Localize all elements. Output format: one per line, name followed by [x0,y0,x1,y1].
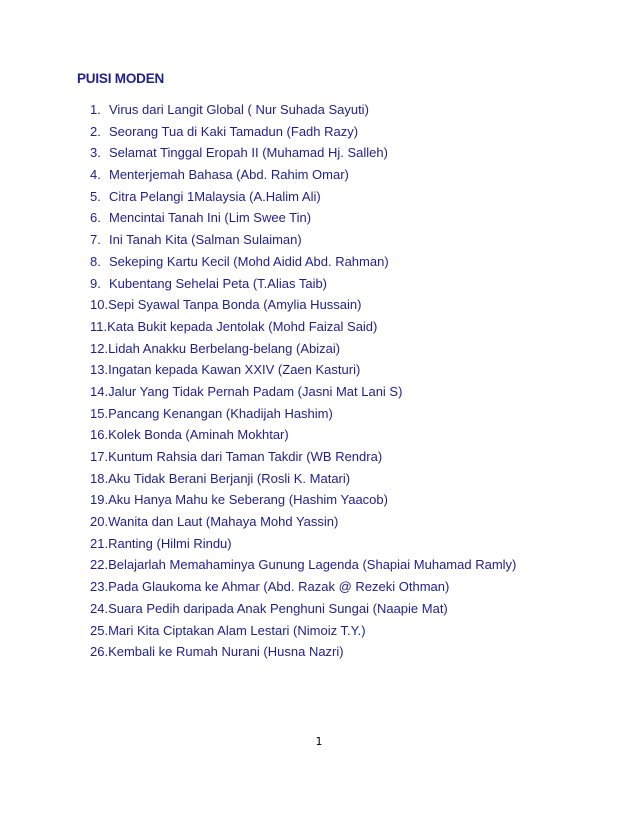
list-item-text: Selamat Tinggal Eropah II (Muhamad Hj. Salleh) [109,145,388,161]
list-item-number: 16. [90,427,109,443]
list-item [90,186,516,208]
list-item-text: Citra Pelangi 1Malaysia (A.Halim Ali) [109,188,321,204]
list-item-number: 6. [90,210,101,226]
list-item-number: 15. [90,405,109,421]
list-item [90,121,516,143]
list-item [90,554,516,576]
list-item-text: Belajarlah Memahaminya Gunung Lagenda (Shapiai Muhamad Ramly) [108,557,517,573]
list-item-text: Sekeping Kartu Kecil (Mohd Aidid Abd. Rahman) [109,253,389,269]
list-item-number: 17. [90,449,109,464]
list-item [90,99,516,121]
list-item-text: Jalur Yang Tidak Pernah Padam (Jasni Mat Lani S) [108,383,403,399]
list-item-text: Wanita dan Laut (Mahaya Mohd Yassin) [108,514,339,530]
list-item-number: 12. [90,340,109,356]
list-item-text: Ini Tanah Kita (Salman Sulaiman) [109,232,302,248]
list-item-number: 9. [90,275,101,291]
list-item [90,273,516,295]
list-item [90,598,516,620]
list-item [90,316,516,338]
list-item-number: 1. [90,102,101,117]
list-item [90,446,516,468]
list-item-number: 20. [90,514,109,530]
list-item [90,338,516,360]
list-item-text: Kolek Bonda (Aminah Mokhtar) [108,427,289,443]
list-item [90,251,516,273]
list-item-text: Kembali ke Rumah Nurani (Husna Nazri) [108,644,344,660]
list-item-text: Menterjemah Bahasa (Abd. Rahim Omar) [109,167,349,183]
list-item-number: 13. [90,362,109,378]
list-item-text: Ranting (Hilmi Rindu) [108,535,232,551]
list-item-number: 14. [90,383,109,399]
list-item-text: Ingatan kepada Kawan XXIV (Zaen Kasturi) [108,362,361,378]
list-item-number: 3. [90,145,101,161]
list-item-text: Mari Kita Ciptakan Alam Lestari (Nimoiz T.Y.) [108,622,366,638]
page-title: PUISI MODEN [77,71,165,86]
list-item-number: 26. [90,644,109,660]
list-item-number: 11. [90,318,108,334]
list-item-text: Lidah Anakku Berbelang-belang (Abizai) [108,340,341,356]
list-item [90,207,516,229]
list-item-text: Mencintai Tanah Ini (Lim Swee Tin) [109,210,312,226]
list-item-number: 4. [90,167,101,183]
list-item-text: Kubentang Sehelai Peta (T.Alias Taib) [109,275,328,291]
list-item [90,620,516,642]
list-item-number: 21. [90,535,109,551]
list-item-number: 18. [90,470,109,486]
list-item-number: 19. [90,492,109,508]
list-item-text: Virus dari Langit Global ( Nur Suhada Sayuti) [109,102,369,117]
list-item-text: Kuntum Rahsia dari Taman Takdir (WB Rendra) [108,449,383,464]
list-item-text: Sepi Syawal Tanpa Bonda (Amylia Hussain) [108,297,362,313]
list-item [90,403,516,425]
list-item-number: 24. [90,600,109,616]
list-item [90,511,516,533]
list-item [90,142,516,164]
list-item-number: 25. [90,622,109,638]
list-item [90,576,516,598]
list-item-text: Suara Pedih daripada Anak Penghuni Sungai (Naapie Mat) [108,600,448,616]
list-item-number: 22. [90,557,109,573]
poem-list [90,99,516,663]
list-item [90,229,516,251]
list-item [90,164,516,186]
list-item-number: 5. [90,188,101,204]
list-item [90,381,516,403]
list-item [90,294,516,316]
list-item [90,533,516,555]
list-item-number: 10. [90,297,109,313]
list-item [90,468,516,490]
list-item-number: 2. [90,123,101,139]
list-item [90,359,516,381]
list-item-number: 8. [90,253,101,269]
list-item-text: Pancang Kenangan (Khadijah Hashim) [108,405,333,421]
list-item [90,424,516,446]
list-item-text: Aku Hanya Mahu ke Seberang (Hashim Yaacob) [108,492,388,508]
list-item-number: 23. [90,579,109,595]
list-item-text: Aku Tidak Berani Berjanji (Rosli K. Matari) [108,470,351,486]
list-item-text: Seorang Tua di Kaki Tamadun (Fadh Razy) [109,123,359,139]
list-item-text: Pada Glaukoma ke Ahmar (Abd. Razak @ Rezeki Othman) [108,579,450,595]
list-item-text: Kata Bukit kepada Jentolak (Mohd Faizal Said) [107,318,378,334]
list-item [90,489,516,511]
list-item-number: 7. [90,232,101,248]
list-item [90,641,516,663]
page-number: 1 [315,735,323,748]
